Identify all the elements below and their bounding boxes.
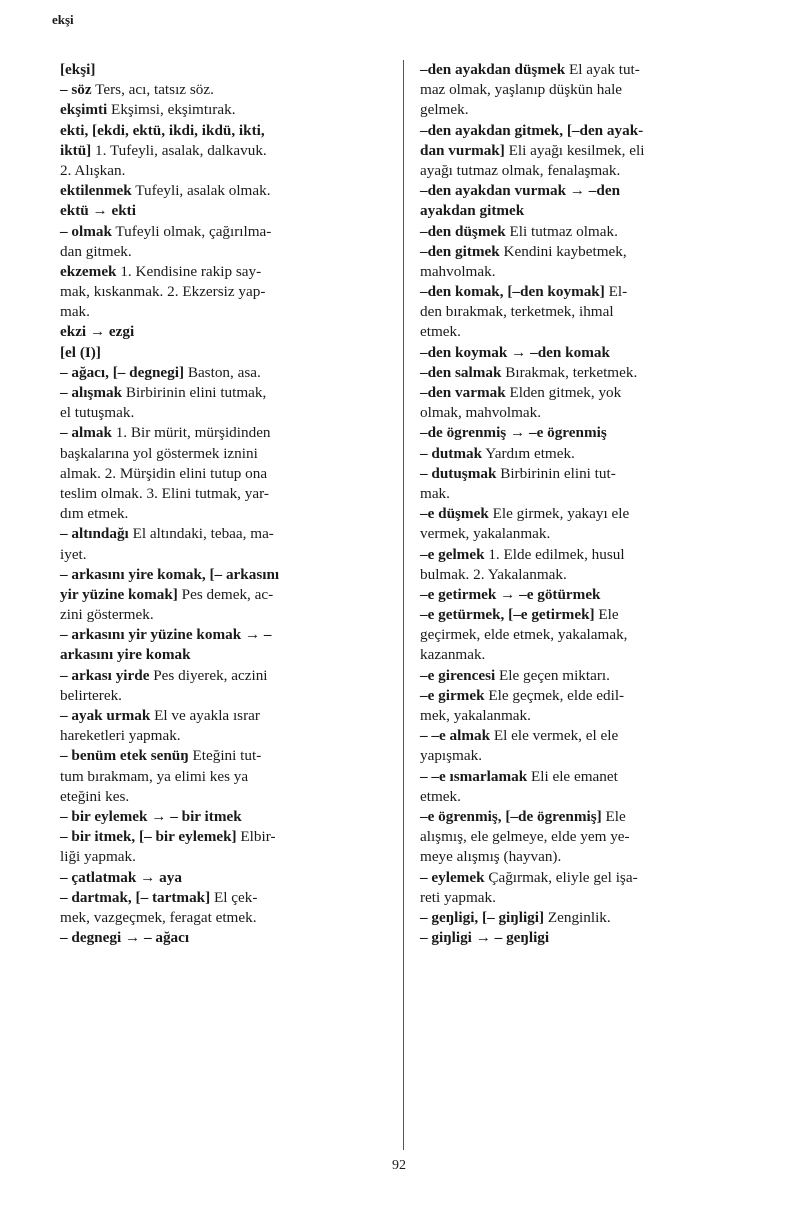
entry-line — [60, 666, 390, 686]
entry-line — [60, 565, 390, 585]
entry-line — [60, 908, 390, 928]
definition-text: El çek- — [210, 888, 258, 906]
definition-text: dım etmek. — [60, 505, 129, 523]
headword: – bir itmek, [– bir eylemek] — [60, 828, 237, 846]
headword: –e girencesi — [420, 666, 496, 684]
entry-line — [60, 444, 390, 464]
entry-line — [60, 282, 390, 302]
headword: – arkasını yir yüzine komak → – — [60, 626, 272, 644]
entry-line — [60, 464, 390, 484]
entry-line — [60, 222, 390, 242]
definition-text: El ayak tut- — [565, 61, 640, 78]
headword: yir yüzine komak] — [60, 585, 178, 603]
definition-text: almak. 2. Mürşidin elini tutup ona — [60, 464, 268, 482]
definition-text: 1. Kendisine rakip say- — [116, 262, 262, 280]
definition-text: eteğini kes. — [60, 787, 130, 805]
entry-line — [60, 242, 390, 262]
entry-line — [420, 383, 760, 403]
definition-text: El ele vermek, el ele — [490, 727, 619, 745]
definition-text: Ele — [601, 807, 626, 825]
definition-text: Yardım etmek. — [482, 444, 575, 462]
definition-text: Eli ele emanet — [527, 767, 618, 785]
headword: –den ayakdan gitmek, [–den ayak- — [420, 121, 644, 139]
entry-line — [60, 827, 390, 847]
definition-text: Eteğini tut- — [188, 747, 262, 765]
entry-line — [420, 706, 760, 726]
entry-line — [60, 363, 390, 383]
entry-line — [60, 423, 390, 443]
headword: –e girmek — [420, 686, 485, 704]
definition-text: mahvolmak. — [420, 262, 496, 280]
definition-text: Tufeyli, asalak olmak. — [131, 182, 271, 200]
entry-line — [420, 282, 760, 302]
definition-text: El altındaki, tebaa, ma- — [128, 525, 274, 543]
entry-line — [60, 80, 390, 100]
definition-text: Ekşimsi, ekşimtırak. — [107, 101, 236, 119]
definition-text: alışmış, ele gelmeye, elde yem ye- — [420, 828, 630, 846]
headword: – arkası yirde — [60, 666, 150, 684]
definition-text: gelmek. — [420, 101, 469, 119]
definition-text: 1. Tufeyli, asalak, dalkavuk. — [91, 141, 267, 159]
headword: – arkasını yire komak, [– arkasını — [60, 565, 280, 583]
definition-text: iyet. — [60, 545, 87, 563]
definition-text: Tufeyli olmak, çağırılma- — [111, 222, 272, 240]
entry-line — [60, 161, 390, 181]
entry-line — [60, 343, 390, 363]
headword: –den koymak → –den komak — [420, 343, 610, 361]
definition-text: Eli tutmaz olmak. — [505, 222, 618, 240]
headword: – geŋligi, [– giŋligi] — [420, 908, 545, 926]
column-divider — [403, 60, 404, 1150]
entry-line — [420, 242, 760, 262]
definition-text: Elbir- — [236, 828, 276, 846]
definition-text: hareketleri yapmak. — [60, 727, 181, 745]
headword: –e düşmek — [420, 505, 489, 523]
headword: – degnegi → – ağacı — [60, 929, 190, 947]
definition-text: belirterek. — [60, 686, 122, 704]
definition-text: Ele — [594, 606, 619, 624]
entry-line — [420, 504, 760, 524]
definition-text: Pes demek, ac- — [177, 585, 274, 603]
headword: – –e ısmarlamak — [420, 767, 528, 785]
entry-line — [60, 60, 390, 80]
entry-line — [420, 565, 760, 585]
entry-line — [60, 767, 390, 787]
entry-line — [420, 645, 760, 665]
entry-line — [420, 121, 760, 141]
definition-text: Ters, acı, tatsız söz. — [91, 81, 214, 99]
definition-text: Baston, asa. — [184, 363, 261, 381]
entry-line — [60, 141, 390, 161]
entry-line — [60, 868, 390, 888]
definition-text: 1. Elde edilmek, husul — [484, 545, 625, 563]
headword: – alışmak — [60, 384, 123, 401]
headword: – ağacı, [– degnegi] — [60, 363, 185, 381]
definition-text: mak. — [60, 303, 90, 321]
headword: –e getirmek → –e götürmek — [420, 585, 601, 603]
headword: ektü → ekti — [60, 202, 136, 220]
definition-text: kazanmak. — [420, 646, 486, 664]
entry-line — [420, 302, 760, 322]
entry-line — [420, 726, 760, 746]
headword: [ekşi] — [60, 61, 96, 78]
headword: ektilenmek — [60, 182, 132, 200]
definition-text: El- — [604, 283, 628, 301]
definition-text: mak. — [420, 484, 450, 502]
entry-line — [420, 746, 760, 766]
headword: – almak — [60, 424, 112, 442]
headword: ekşimti — [60, 101, 108, 119]
entry-line — [420, 423, 760, 443]
entry-line — [420, 222, 760, 242]
headword: –e getürmek, [–e getirmek] — [420, 606, 595, 624]
definition-text: tum bırakmam, ya elimi kes ya — [60, 767, 249, 785]
entry-line — [60, 383, 390, 403]
definition-text: geçirmek, elde etmek, yakalamak, — [420, 626, 628, 644]
definition-text: Bırakmak, terketmek. — [501, 363, 638, 381]
headword: – –e almak — [420, 727, 491, 745]
headword: – giŋligi → – geŋligi — [420, 929, 550, 947]
entry-line — [420, 767, 760, 787]
entry-line — [60, 928, 390, 948]
definition-text: etmek. — [420, 787, 461, 805]
definition-text: Ele geçen miktarı. — [495, 666, 610, 684]
headword: –den düşmek — [420, 222, 506, 240]
entry-line — [420, 686, 760, 706]
headword: – söz — [60, 81, 92, 99]
headword: ekzemek — [60, 262, 117, 280]
entry-line — [60, 625, 390, 645]
entry-line — [420, 403, 760, 423]
headword: – dutmak — [420, 444, 483, 462]
entry-line — [60, 807, 390, 827]
entry-line — [60, 847, 390, 867]
entry-line — [420, 484, 760, 504]
headword: – bir eylemek → – bir itmek — [60, 807, 242, 825]
entry-line — [60, 262, 390, 282]
entry-line — [60, 746, 390, 766]
definition-text: den bırakmak, terketmek, ihmal — [420, 303, 614, 321]
definition-text: bulmak. 2. Yakalanmak. — [420, 565, 567, 583]
definition-text: Zenginlik. — [544, 908, 611, 926]
headword: –den varmak — [420, 384, 506, 401]
entry-line — [60, 100, 390, 120]
entry-line — [60, 686, 390, 706]
entry-line — [420, 464, 760, 484]
entry-line — [420, 60, 760, 80]
entry-line — [60, 322, 390, 342]
entry-line — [420, 322, 760, 342]
entry-line — [420, 444, 760, 464]
entry-line — [420, 524, 760, 544]
right-column — [420, 60, 760, 948]
headword: –den ayakdan düşmek — [420, 61, 566, 78]
running-header: ekşi — [52, 12, 74, 27]
definition-text: mek, yakalanmak. — [420, 707, 531, 724]
entry-line — [420, 201, 760, 221]
definition-text: Kendini kaybetmek, — [499, 242, 627, 260]
definition-text: yapışmak. — [420, 747, 483, 765]
entry-line — [420, 888, 760, 908]
headword: – eylemek — [420, 868, 485, 886]
entry-line — [420, 847, 760, 867]
entry-line — [420, 868, 760, 888]
definition-text: meye alışmış (hayvan). — [420, 848, 562, 866]
headword: –den komak, [–den koymak] — [420, 283, 605, 301]
headword: arkasını yire komak — [60, 646, 191, 664]
headword: [el (I)] — [60, 343, 101, 361]
entry-line — [420, 827, 760, 847]
definition-text: vermek, yakalanmak. — [420, 525, 551, 543]
definition-text: Pes diyerek, aczini — [149, 666, 268, 684]
definition-text: 2. Alışkan. — [60, 161, 126, 179]
definition-text: teslim olmak. 3. Elini tutmak, yar- — [60, 484, 269, 502]
page-number: 92 — [392, 1158, 406, 1173]
entry-line — [420, 787, 760, 807]
headword: iktü] — [60, 141, 92, 159]
entry-line — [60, 484, 390, 504]
entry-line — [420, 625, 760, 645]
definition-text: dan gitmek. — [60, 242, 132, 260]
entry-line — [60, 605, 390, 625]
definition-text: mak, kıskanmak. 2. Ekzersiz yap- — [60, 283, 266, 301]
headword: dan vurmak] — [420, 141, 505, 159]
definition-text: ayağı tutmaz olmak, fenalaşmak. — [420, 161, 621, 179]
definition-text: 1. Bir mürit, mürşidinden — [111, 424, 271, 442]
entry-line — [60, 504, 390, 524]
entry-line — [420, 666, 760, 686]
headword: –de ögrenmiş → –e ögrenmiş — [420, 424, 607, 442]
entry-line — [60, 302, 390, 322]
headword: – dutuşmak — [420, 464, 497, 482]
entry-line — [420, 181, 760, 201]
headword: – çatlatmak → aya — [60, 868, 182, 886]
headword: –den gitmek — [420, 242, 500, 260]
entry-line — [420, 585, 760, 605]
definition-text: mek, vazgeçmek, feragat etmek. — [60, 908, 257, 926]
entry-line — [420, 343, 760, 363]
entry-line — [420, 161, 760, 181]
headword: ekzi → ezgi — [60, 323, 135, 341]
definition-text: Birbirinin elini tut- — [496, 464, 616, 482]
entry-line — [60, 726, 390, 746]
definition-text: liği yapmak. — [60, 848, 136, 866]
entry-line — [420, 363, 760, 383]
headword: ekti, [ekdi, ektü, ikdi, ikdü, ikti, — [60, 121, 265, 139]
definition-text: Eli ayağı kesilmek, eli — [504, 141, 645, 159]
definition-text: olmak, mahvolmak. — [420, 404, 542, 422]
definition-text: etmek. — [420, 323, 461, 341]
entry-line — [420, 262, 760, 282]
definition-text: Çağırmak, eliyle gel işa- — [484, 868, 638, 886]
entry-line — [420, 908, 760, 928]
definition-text: el tutuşmak. — [60, 404, 135, 422]
entry-line — [420, 80, 760, 100]
definition-text: reti yapmak. — [420, 888, 496, 906]
headword: – benüm etek senüŋ — [60, 747, 189, 765]
entry-line — [60, 524, 390, 544]
entry-line — [60, 545, 390, 565]
definition-text: maz olmak, yaşlanıp düşkün hale — [420, 81, 623, 99]
headword: – altındağı — [60, 525, 129, 543]
entry-line — [420, 807, 760, 827]
definition-text: Ele girmek, yakayı ele — [488, 505, 630, 523]
entry-line — [60, 201, 390, 221]
entry-line — [60, 181, 390, 201]
definition-text: El ve ayakla ısrar — [150, 707, 260, 724]
headword: –den ayakdan vurmak → –den — [420, 182, 621, 200]
definition-text: Ele geçmek, elde edil- — [484, 686, 625, 704]
entry-line — [60, 121, 390, 141]
headword: – dartmak, [– tartmak] — [60, 888, 211, 906]
entry-line — [420, 100, 760, 120]
entry-line — [60, 787, 390, 807]
entry-line — [60, 888, 390, 908]
headword: –e gelmek — [420, 545, 485, 563]
definition-text: başkalarına yol göstermek iznini — [60, 444, 258, 462]
headword: – olmak — [60, 222, 112, 240]
entry-line — [420, 928, 760, 948]
definition-text: Birbirinin elini tutmak, — [122, 384, 267, 401]
headword: –e ögrenmiş, [–de ögrenmiş] — [420, 807, 602, 825]
left-column — [60, 60, 390, 948]
entry-line — [60, 706, 390, 726]
headword: ayakdan gitmek — [420, 202, 525, 220]
definition-text: zini göstermek. — [60, 606, 154, 624]
entry-line — [60, 403, 390, 423]
entry-line — [420, 545, 760, 565]
entry-line — [420, 605, 760, 625]
entry-line — [420, 141, 760, 161]
entry-line — [60, 585, 390, 605]
entry-line — [60, 645, 390, 665]
headword: – ayak urmak — [60, 707, 151, 724]
definition-text: Elden gitmek, yok — [505, 384, 622, 401]
headword: –den salmak — [420, 363, 502, 381]
